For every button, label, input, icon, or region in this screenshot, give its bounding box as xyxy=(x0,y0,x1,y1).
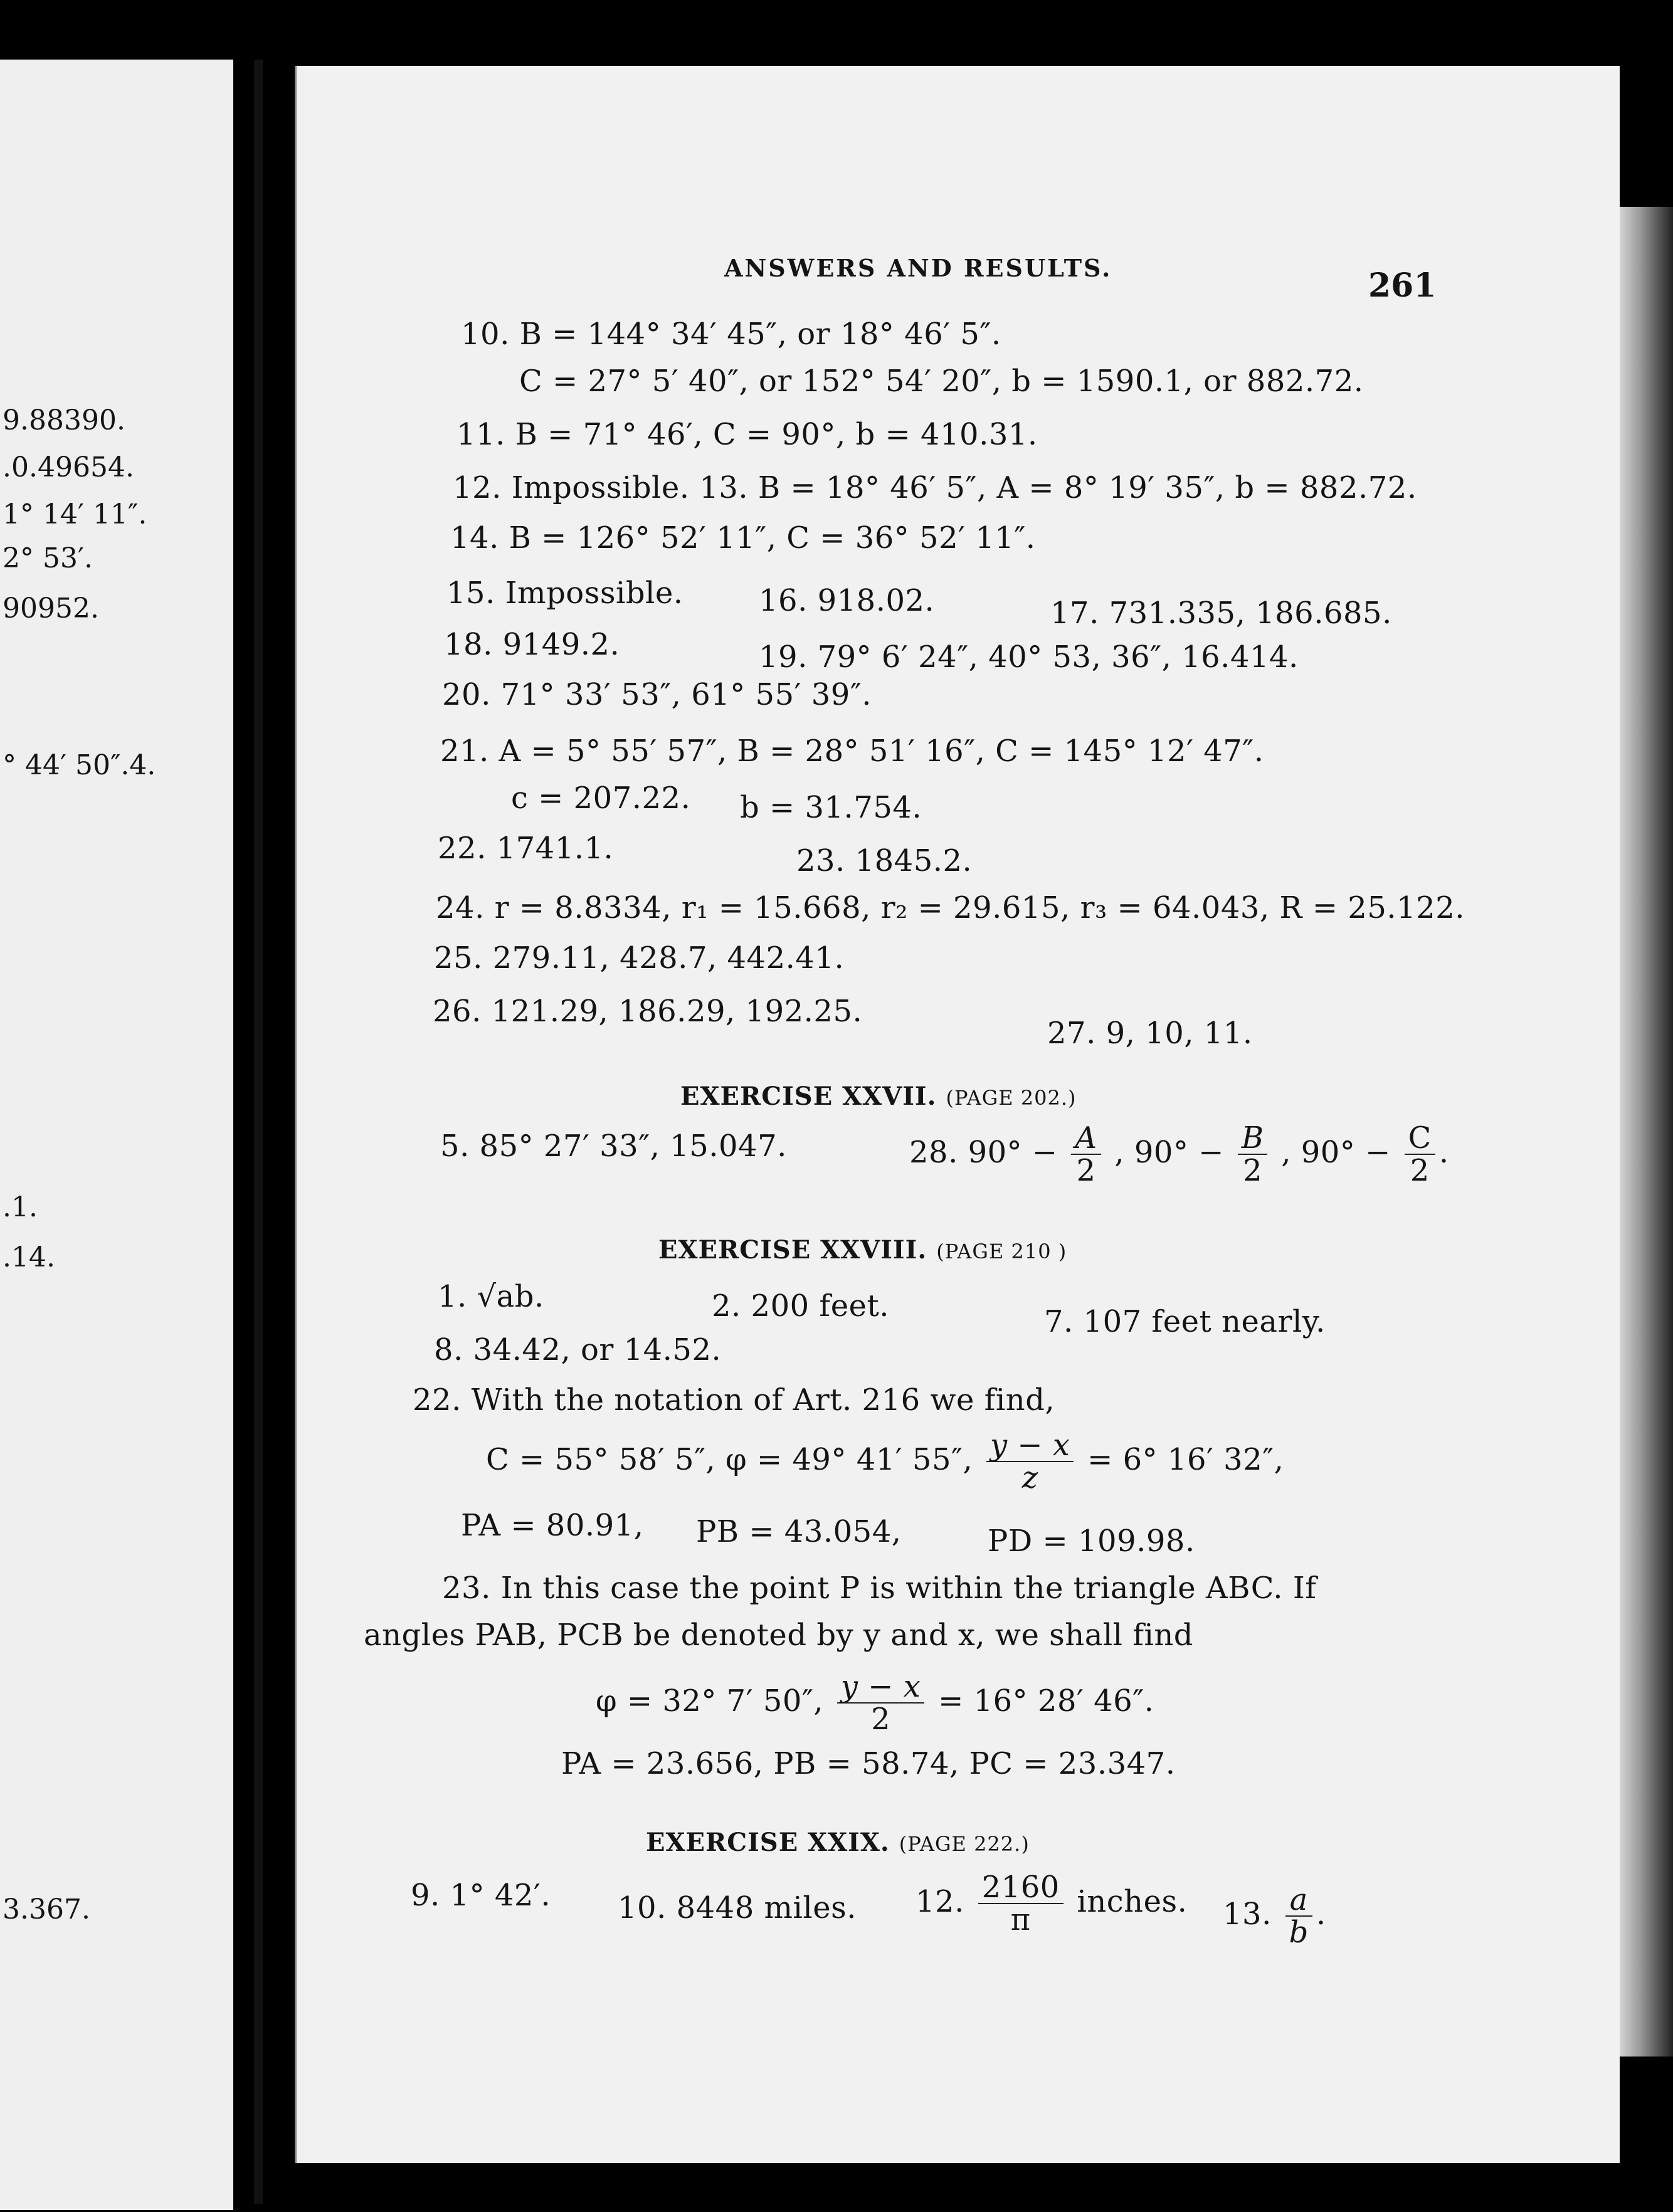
answer-12-13: 12. Impossible. 13. B = 18° 46′ 5″, A = 8° 19′ 35″, b = 882.72. xyxy=(453,470,1417,505)
answer-23-results: PA = 23.656, PB = 58.74, PC = 23.347. xyxy=(561,1746,1176,1781)
answer-15: 15. Impossible. xyxy=(446,576,683,611)
answer-13-end: . xyxy=(1316,1896,1326,1932)
exercise-27-title: EXERCISE XXVII. xyxy=(680,1082,937,1111)
exercise-28-page-ref: (PAGE 210 ) xyxy=(936,1240,1067,1263)
answer-22-pb: PB = 43.054, xyxy=(696,1514,902,1549)
fraction xyxy=(1238,1122,1268,1187)
answer-22-equation xyxy=(486,1430,1284,1494)
answer-24: 24. r = 8.8334, r₁ = 15.668, r₂ = 29.615, r₃ = 64.043, R = 25.122. xyxy=(436,890,1465,925)
answer-20: 20. 71° 33′ 53″, 61° 55′ 39″. xyxy=(442,677,872,712)
fraction-denominator: 2 xyxy=(1076,1153,1096,1189)
answer-22-intro: 22. With the notation of Art. 216 we find, xyxy=(413,1382,1055,1418)
answer-28-prefix: 28. 90° − xyxy=(909,1134,1058,1170)
answer-19: 19. 79° 6′ 24″, 40° 53, 36″, 16.414. xyxy=(759,640,1299,675)
fraction-denominator: 2 xyxy=(1410,1153,1430,1189)
fraction xyxy=(837,1671,924,1735)
answer-10-line-1: 10. B = 144° 34′ 45″, or 18° 46′ 5″. xyxy=(461,317,1001,352)
answer-13-prefix: 13. xyxy=(1223,1896,1272,1932)
answer-28-end: . xyxy=(1438,1134,1449,1170)
answer-28-separator: , 90° − xyxy=(1281,1134,1391,1170)
answer-10-line-2: C = 27° 5′ 40″, or 152° 54′ 20″, b = 1590.1, or 882.72. xyxy=(519,364,1364,399)
left-text-fragment: .0.49654. xyxy=(3,451,134,483)
fraction-denominator: z xyxy=(1021,1460,1038,1496)
fraction-denominator: b xyxy=(1289,1915,1309,1951)
answer-22: 22. 1741.1. xyxy=(438,831,614,866)
book-gutter xyxy=(254,60,263,2204)
answer-23-intro: 23. In this case the point P is within the triangle ABC. If xyxy=(442,1571,1317,1606)
exercise-28-heading xyxy=(658,1235,1067,1265)
left-text-fragment: 90952. xyxy=(3,592,99,624)
left-text-fragment: 9.88390. xyxy=(3,404,125,436)
fraction xyxy=(1405,1122,1435,1187)
page-edge-shadow xyxy=(1617,207,1673,2057)
exercise-27-heading xyxy=(680,1082,1077,1111)
left-text-fragment: 3.367. xyxy=(3,1893,90,1925)
fraction-denominator: 2 xyxy=(871,1702,891,1737)
fraction-numerator: A xyxy=(1071,1122,1100,1155)
answer-1: 1. √ab. xyxy=(438,1279,544,1314)
fraction xyxy=(986,1430,1074,1494)
left-text-fragment: .1. xyxy=(3,1191,38,1223)
answer-11: 11. B = 71° 46′, C = 90°, b = 410.31. xyxy=(457,417,1038,452)
left-text-fragment: 2° 53′. xyxy=(3,542,93,574)
answer-12-unit: inches. xyxy=(1077,1883,1188,1919)
answer-22-pd: PD = 109.98. xyxy=(988,1524,1195,1559)
answer-14: 14. B = 126° 52′ 11″, C = 36° 52′ 11″. xyxy=(450,520,1036,556)
fraction-denominator: π xyxy=(1010,1902,1031,1938)
answer-8: 8. 34.42, or 14.52. xyxy=(434,1332,722,1367)
answer-2: 2. 200 feet. xyxy=(712,1288,890,1324)
answer-5: 5. 85° 27′ 33″, 15.047. xyxy=(440,1129,787,1164)
left-text-fragment: .14. xyxy=(3,1241,55,1273)
answer-7: 7. 107 feet nearly. xyxy=(1044,1304,1326,1339)
answer-12 xyxy=(916,1872,1187,1936)
answer-27: 27. 9, 10, 11. xyxy=(1047,1016,1253,1051)
exercise-28-title: EXERCISE XXVIII. xyxy=(658,1235,927,1265)
fraction-numerator: C xyxy=(1405,1122,1435,1155)
answer-23: 23. 1845.2. xyxy=(796,843,973,878)
running-title: ANSWERS AND RESULTS. xyxy=(724,254,1112,282)
answer-16: 16. 918.02. xyxy=(759,583,935,618)
page-number: 261 xyxy=(1368,266,1437,305)
answer-18: 18. 9149.2. xyxy=(444,627,620,662)
answer-23-eq-right: = 16° 28′ 46″. xyxy=(938,1683,1154,1719)
answer-25: 25. 279.11, 428.7, 442.41. xyxy=(434,940,845,976)
answer-17: 17. 731.335, 186.685. xyxy=(1050,596,1392,631)
fraction xyxy=(1071,1122,1100,1187)
answer-23-equation xyxy=(596,1671,1154,1735)
answer-28-separator: , 90° − xyxy=(1114,1134,1224,1170)
answer-23-eq-left: φ = 32° 7′ 50″, xyxy=(596,1683,824,1719)
exercise-27-page-ref: (PAGE 202.) xyxy=(946,1086,1077,1110)
left-page-fragment xyxy=(0,60,233,2210)
answer-21-line-2: c = 207.22. xyxy=(511,781,691,816)
fraction-numerator: B xyxy=(1238,1122,1268,1155)
fraction-numerator: 2160 xyxy=(978,1872,1063,1904)
answer-21-line-3: b = 31.754. xyxy=(740,790,922,825)
fraction-numerator: y − x xyxy=(837,1671,924,1704)
exercise-29-heading xyxy=(646,1828,1030,1857)
answer-12-prefix: 12. xyxy=(916,1883,964,1919)
answer-23-line-2: angles PAB, PCB be denoted by y and x, we shall find xyxy=(364,1618,1194,1653)
answer-26: 26. 121.29, 186.29, 192.25. xyxy=(433,994,863,1029)
answer-22-eq-left: C = 55° 58′ 5″, φ = 49° 41′ 55″, xyxy=(486,1441,973,1477)
exercise-29-title: EXERCISE XXIX. xyxy=(646,1828,890,1857)
answer-22-eq-right: = 6° 16′ 32″, xyxy=(1087,1441,1284,1477)
fraction-denominator: 2 xyxy=(1243,1153,1263,1189)
answer-22-pa: PA = 80.91, xyxy=(461,1508,644,1543)
fraction-numerator: y − x xyxy=(986,1430,1074,1462)
fraction xyxy=(1285,1884,1312,1949)
fraction xyxy=(978,1872,1063,1936)
exercise-29-page-ref: (PAGE 222.) xyxy=(899,1832,1030,1856)
answer-10: 10. 8448 miles. xyxy=(618,1890,857,1925)
fraction-numerator: a xyxy=(1285,1884,1312,1917)
left-text-fragment: 1° 14′ 11″. xyxy=(3,498,147,530)
answer-28 xyxy=(909,1122,1449,1187)
answer-13 xyxy=(1223,1884,1326,1949)
answer-9: 9. 1° 42′. xyxy=(411,1878,551,1913)
left-text-fragment: ° 44′ 50″.4. xyxy=(3,749,156,781)
answer-21-line-1: 21. A = 5° 55′ 57″, B = 28° 51′ 16″, C = 145° 12′ 47″. xyxy=(440,734,1264,769)
